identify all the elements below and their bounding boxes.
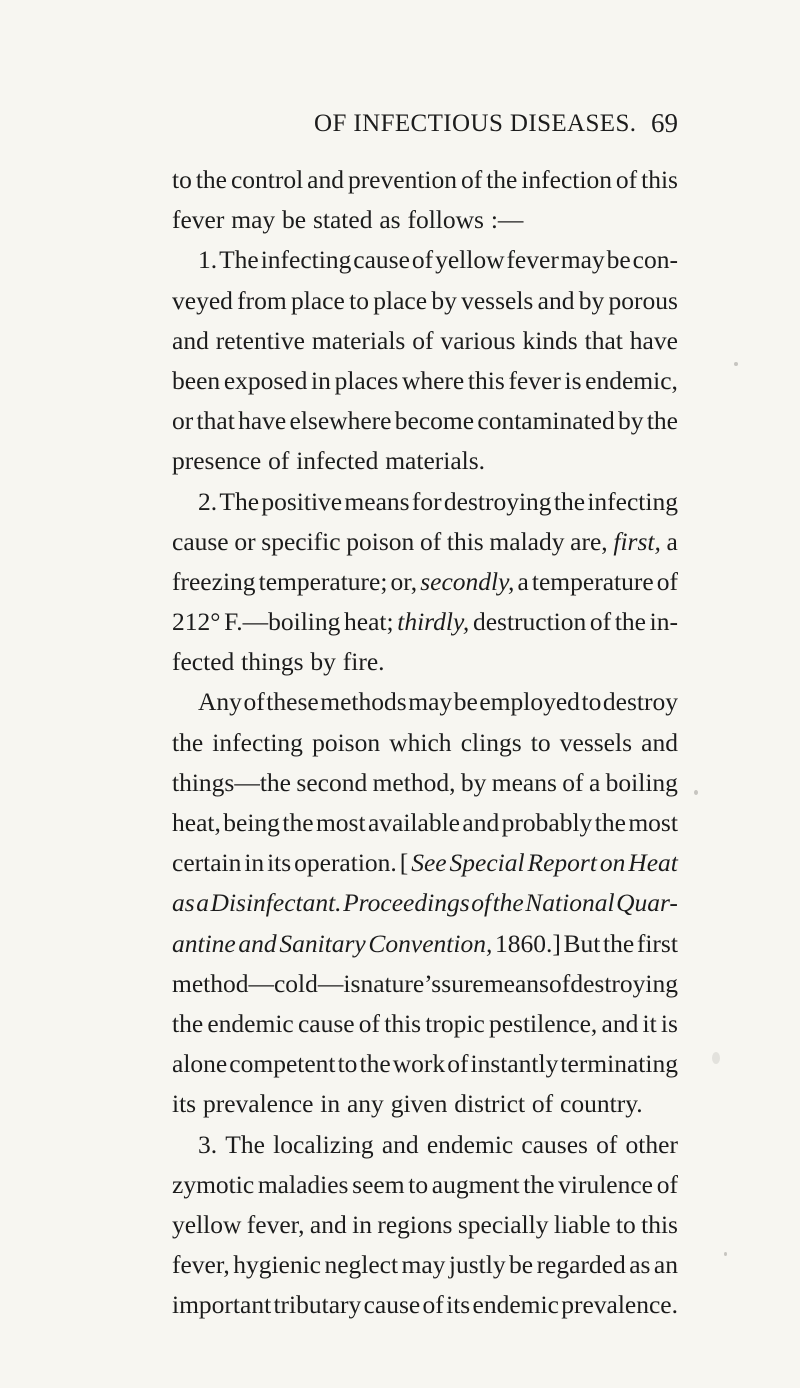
word: which [389, 727, 452, 757]
word: and [537, 285, 575, 315]
word: poison [346, 526, 415, 556]
word: its [172, 1089, 197, 1119]
italic-word: Special [449, 848, 525, 878]
word: 3. [198, 1129, 218, 1159]
word: second [296, 767, 368, 797]
word: been [172, 365, 221, 395]
text-line [172, 441, 678, 481]
word: materials. [385, 446, 486, 476]
italic-word: of [471, 888, 492, 918]
word: in [352, 1209, 372, 1239]
word: the [646, 406, 678, 436]
word: that [196, 406, 235, 436]
word: to [337, 1049, 358, 1079]
word: fever [508, 365, 561, 395]
text-line [172, 1285, 678, 1325]
word: maladies [257, 1169, 349, 1199]
word: clings [460, 727, 522, 757]
word: probably [501, 808, 593, 837]
word: any [346, 1089, 384, 1119]
word: localizing [273, 1129, 374, 1159]
italic-word: first, [613, 526, 661, 556]
word: positive [261, 486, 343, 516]
word: The [219, 245, 259, 275]
word: means [344, 486, 410, 516]
word: infection [521, 165, 612, 194]
word: being [223, 808, 280, 837]
word: to [349, 285, 369, 315]
italic-word: Quar- [616, 888, 678, 918]
word: of [656, 1169, 678, 1199]
word: a [666, 526, 678, 556]
text-line [172, 1125, 678, 1165]
word: F.—boiling [224, 607, 341, 637]
word: pestilence, [488, 1008, 598, 1038]
text-line [172, 964, 678, 1004]
word: destruction [472, 607, 587, 637]
italic-word: Disinfectant. [210, 888, 342, 918]
text-line [172, 843, 678, 883]
text-line [172, 803, 678, 843]
word: tributary [273, 1290, 362, 1320]
word: this [641, 165, 678, 194]
word: the [195, 165, 227, 194]
word: boiling [605, 767, 678, 797]
italic-word: Heat [628, 848, 678, 878]
word: nature’s [360, 968, 442, 998]
text-line [172, 240, 678, 280]
word: have [238, 406, 287, 436]
italic-word: National [525, 888, 615, 918]
word: infecting [212, 727, 303, 757]
word: But [563, 928, 601, 958]
word: and [381, 1129, 419, 1159]
word: elsewhere [289, 406, 392, 436]
word: for [411, 486, 442, 516]
word: place [291, 285, 345, 315]
word: endemic [207, 1008, 294, 1038]
word: retentive [215, 325, 305, 355]
word: of [589, 607, 612, 637]
word: fever, [246, 1209, 305, 1239]
word: fever [172, 205, 225, 235]
text-line [172, 1165, 678, 1205]
word: infecting [587, 486, 678, 516]
word: virulence [558, 1169, 653, 1199]
word: hygienic [233, 1250, 321, 1280]
word: places [334, 365, 399, 395]
word: means [483, 968, 549, 998]
word: as [379, 205, 401, 235]
word: that [584, 325, 623, 355]
paper-speck [694, 790, 698, 795]
word: instantly [470, 1049, 559, 1079]
word: specially [457, 1209, 549, 1239]
word: methods [320, 687, 407, 717]
word: temperature; [258, 566, 388, 596]
word: endemic [472, 1290, 559, 1320]
text-line [172, 1044, 678, 1084]
word: fever [506, 245, 559, 275]
word: alone [172, 1049, 228, 1079]
word: infecting [260, 245, 352, 275]
italic-word: on [599, 848, 626, 878]
word: destroying [443, 486, 552, 516]
word: or [234, 526, 256, 556]
word: by [431, 285, 457, 315]
word: things [241, 647, 304, 677]
word: destroying [570, 968, 678, 998]
word: and [172, 325, 209, 355]
word: method—cold—is [172, 968, 361, 998]
word: augment [431, 1169, 520, 1199]
word: contaminated [477, 406, 615, 436]
word: tropic [425, 1008, 485, 1038]
word: of [422, 1290, 444, 1320]
word: neglect [324, 1250, 399, 1280]
word: most [315, 808, 366, 837]
word: by [618, 406, 644, 436]
word: this [446, 526, 484, 556]
word: important [172, 1290, 272, 1320]
text-line [172, 361, 678, 401]
word: yellow [435, 245, 505, 275]
word: prevalence. [561, 1290, 678, 1320]
italic-word: and [238, 928, 277, 958]
word: may [408, 687, 453, 717]
word: this [467, 365, 505, 395]
word: and [601, 1008, 639, 1038]
text-line [172, 1004, 678, 1044]
word: of [412, 325, 434, 355]
word: Any [198, 687, 242, 717]
word: things—the [172, 767, 291, 797]
word: prevalence [202, 1089, 314, 1119]
text-line [172, 682, 678, 722]
word: the [523, 1169, 555, 1199]
word: specific [261, 526, 341, 556]
word: given [390, 1089, 448, 1119]
word: an [653, 1250, 678, 1280]
word: other [625, 1129, 678, 1159]
word: by [460, 767, 487, 797]
word: freezing [172, 566, 256, 596]
word: to [408, 1169, 429, 1199]
word: 1860.] [495, 928, 561, 958]
word: the [359, 1049, 391, 1079]
italic-word: See [411, 848, 447, 878]
word: cause [353, 245, 410, 275]
word: may [231, 205, 276, 235]
word: to [615, 1209, 636, 1239]
word: the [172, 1008, 204, 1038]
text-line [172, 160, 678, 200]
word: causes [521, 1129, 588, 1159]
text-line [172, 482, 678, 522]
text-line [172, 1084, 678, 1124]
italic-word: Proceedings [343, 888, 470, 918]
text-line [172, 401, 678, 441]
word: fever, [172, 1250, 230, 1280]
word: is [564, 365, 582, 395]
word: vessels [559, 727, 632, 757]
word: veyed [172, 285, 233, 315]
word: of [243, 687, 265, 717]
word: sure [441, 968, 484, 998]
word: or [172, 406, 194, 436]
word: of [549, 968, 571, 998]
running-title: OF INFECTIOUS DISEASES. [314, 110, 637, 137]
word: fected [172, 647, 235, 677]
italic-word: antine [172, 928, 236, 958]
word: presence [172, 446, 262, 476]
word: and [307, 165, 344, 194]
word: of [596, 1129, 618, 1159]
word: method, [372, 767, 456, 797]
word: of [562, 767, 584, 797]
word: exposed [223, 365, 308, 395]
word: in [311, 365, 331, 395]
word: work [392, 1049, 446, 1079]
text-line [172, 321, 678, 361]
word: and [309, 1209, 347, 1239]
italic-word: thirdly, [397, 607, 470, 637]
word: the [603, 928, 635, 958]
word: the [553, 486, 586, 516]
word: as [629, 1250, 651, 1280]
word: where [401, 365, 465, 395]
word: certain [172, 848, 242, 878]
text-line [172, 522, 678, 562]
word: are, [570, 526, 608, 556]
word: endemic, [585, 365, 678, 395]
word: or, [390, 566, 418, 596]
word: 1. [198, 245, 218, 275]
word: is [660, 1008, 678, 1038]
text-line [172, 602, 678, 642]
word: of [358, 1008, 381, 1038]
word: operation. [294, 848, 397, 878]
word: by [310, 647, 336, 677]
word: in [244, 848, 265, 878]
word: the [614, 607, 646, 637]
word: this [384, 1008, 422, 1038]
word: the [282, 808, 314, 837]
italic-word: as [172, 888, 195, 918]
word: 2. [198, 486, 218, 516]
text-line [172, 1245, 678, 1285]
word: cause [172, 526, 229, 556]
italic-word: a [196, 888, 209, 918]
word: of [460, 165, 483, 194]
word: country. [560, 1089, 643, 1119]
word: cause [297, 1008, 355, 1038]
word: terminating [560, 1049, 678, 1079]
word: place [373, 285, 428, 315]
word: liable [553, 1209, 611, 1239]
word: [ [399, 848, 409, 878]
word: available [367, 808, 460, 837]
word: poison [312, 727, 381, 757]
word: may [401, 1250, 446, 1280]
word: be [282, 205, 307, 235]
page-number: 69 [651, 108, 678, 138]
text-line [172, 763, 678, 803]
word: may [560, 245, 605, 275]
word: to [530, 727, 551, 757]
word: prevention [347, 165, 457, 194]
word: destroy [602, 687, 678, 717]
word: :— [490, 205, 524, 235]
word: endemic [426, 1129, 514, 1159]
word: malady [489, 526, 565, 556]
text-line [172, 723, 678, 763]
italic-word: Report [527, 848, 597, 878]
word: stated [312, 205, 373, 235]
word: its [446, 1290, 471, 1320]
word: in- [649, 607, 678, 637]
word: be [509, 1250, 534, 1280]
word: to [172, 165, 192, 194]
word: of [411, 245, 434, 275]
word: zymotic [172, 1169, 255, 1199]
word: district [454, 1089, 526, 1119]
word: heat; [344, 607, 394, 637]
word: be [606, 245, 631, 275]
word: fire. [342, 647, 385, 677]
word: justly [448, 1250, 506, 1280]
word: a [517, 566, 529, 596]
word: have [629, 325, 678, 355]
word: be [453, 687, 478, 717]
word: seem [352, 1169, 405, 1199]
word: various [440, 325, 516, 355]
word: heat, [172, 808, 221, 837]
word: and [641, 727, 678, 757]
word: its [267, 848, 292, 878]
paper-speck [712, 1052, 720, 1064]
italic-word: secondly, [420, 566, 515, 596]
word: con- [632, 245, 678, 275]
text-line [172, 281, 678, 321]
word: it [642, 1008, 657, 1038]
word: of [268, 446, 290, 476]
paper-speck [724, 1252, 727, 1256]
word: of [447, 1049, 469, 1079]
text-line [172, 883, 678, 923]
word: cause [363, 1290, 421, 1320]
italic-word: Convention, [368, 928, 493, 958]
word: from [237, 285, 287, 315]
word: kinds [522, 325, 578, 355]
word: porous [608, 285, 678, 315]
word: regarded [536, 1250, 626, 1280]
word: in [320, 1089, 341, 1119]
text-line [172, 642, 678, 682]
word: most [628, 808, 678, 837]
text-line [172, 562, 678, 602]
word: by [578, 285, 605, 315]
text-line [172, 924, 678, 964]
text-line [172, 200, 678, 240]
italic-word: the [492, 888, 524, 918]
text-line [172, 1205, 678, 1245]
word: this [641, 1209, 678, 1239]
italic-word: Sanitary [279, 928, 366, 958]
word: control [230, 165, 304, 194]
word: The [219, 486, 260, 516]
paper-speck [734, 362, 738, 366]
word: of [531, 1089, 554, 1119]
word: regions [377, 1209, 453, 1239]
word: become [394, 406, 475, 436]
word: of [656, 566, 678, 596]
word: and [462, 808, 500, 837]
word: the [486, 165, 518, 194]
word: infected [296, 446, 379, 476]
word: of [419, 526, 442, 556]
word: vessels [461, 285, 534, 315]
word: temperature [531, 566, 654, 596]
word: means [491, 767, 557, 797]
word: The [225, 1129, 265, 1159]
running-head [172, 108, 678, 148]
word: follows [407, 205, 484, 235]
word: of [615, 165, 638, 194]
word: the [594, 808, 626, 837]
word: the [172, 727, 204, 757]
word: yellow [172, 1209, 242, 1239]
word: first [636, 928, 678, 958]
word: a [588, 767, 601, 797]
word: to [581, 687, 602, 717]
word: 212° [172, 607, 221, 637]
word: these [266, 687, 319, 717]
word: employed [479, 687, 580, 717]
body-text [172, 160, 678, 1325]
word: competent [229, 1049, 336, 1079]
word: materials [311, 325, 406, 355]
